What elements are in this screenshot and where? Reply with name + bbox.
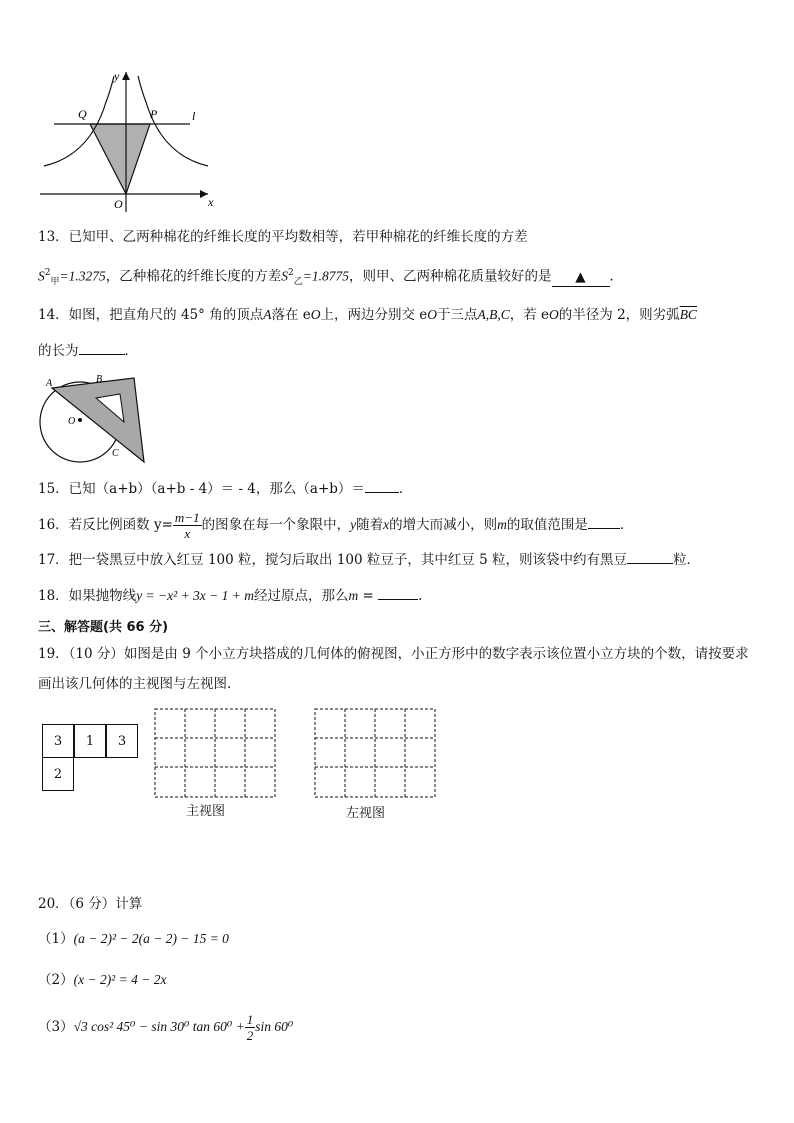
q19-line1: 19．（10 分）如图是由 9 个小立方块搭成的几何体的俯视图，小正方形中的数字表示该位置小立方块的个数，请按要求: [38, 646, 749, 662]
q13-line1: 13．已知甲、乙两种棉花的纤维长度的平均数相等，若甲种棉花的纤维长度的方差: [38, 229, 528, 245]
top-view-cell: 3: [106, 724, 138, 758]
q14-line2: 的长为 ．: [38, 343, 138, 359]
shaded-triangle: [90, 124, 150, 194]
left-view-grid[interactable]: [314, 708, 436, 798]
left-view-label: 左视图: [346, 806, 386, 821]
variance-symbol-2: S: [281, 268, 288, 284]
answer-blank-15[interactable]: [365, 492, 399, 493]
line-l-label: l: [192, 109, 196, 123]
point-q-label: Q: [78, 107, 87, 121]
parabola-formula: y = −x² + 3x − 1 + m: [136, 588, 255, 603]
axis-x-label: x: [208, 195, 214, 209]
section-title: 三、解答题(共 66 分): [38, 620, 169, 635]
point-p-label: P: [150, 107, 158, 121]
front-view-grid[interactable]: [154, 708, 276, 798]
q15-line: 15．已知（a+b）（a+b - 4）＝ - 4，那么（a+b）＝ ．: [38, 481, 413, 497]
front-view-label: 主视图: [186, 804, 226, 819]
fraction-m-1-over-x: $\frac{m-1}{x}$: [174, 510, 200, 541]
q13-line2: $S^2_甲=1.3275$，乙种棉花的纤维长度的方差$S^2_乙=1.8775$，则甲、乙两种棉花质量较好的是 ▲ ．: [38, 268, 623, 288]
hyperbola-graph: [30, 62, 230, 222]
fig14-b-label: B: [96, 374, 103, 385]
fig14-o-label: O: [68, 416, 76, 427]
fig14-a-label: A: [46, 378, 53, 389]
q14-line1: 14．如图，把直角尺的 45° 角的顶点A落在 eO上，两边分别交 eO于三点A,B,C，若 eO的半径为 2，则劣弧$\overline{BC}$: [38, 307, 697, 323]
top-view-cell: 2: [42, 757, 74, 791]
variance-symbol-1: S: [38, 268, 45, 284]
answer-blank-13[interactable]: ▲: [552, 268, 610, 287]
axis-y-label: y: [114, 69, 120, 83]
arc-bc: $\overline{BC}$: [679, 307, 697, 322]
q18-line: 18．如果抛物线y = −x² + 3x − 1 + m经过原点，那么m = .: [38, 588, 423, 604]
fig14-c-label: C: [112, 448, 119, 459]
q19-line2: 画出该几何体的主视图与左视图．: [38, 676, 241, 692]
answer-blank-14[interactable]: [79, 354, 125, 355]
q16-line: 16．若反比例函数 y= $\frac{m-1}{x}$ 的图象在每一个象限中，y随着x的增大而减小，则m的取值范围是 ．: [38, 510, 634, 541]
answer-blank-17[interactable]: [627, 563, 673, 564]
answer-blank-16[interactable]: [588, 528, 620, 529]
top-view-cell: 1: [74, 724, 106, 758]
q20-part3: （3）√3 cos² 45⁰ − sin 30⁰ tan 60⁰ + $\frac{1}{2}$ sin 60⁰: [38, 1012, 294, 1043]
q20-part1: （1）(a − 2)² − 2(a − 2) − 15 = 0: [38, 931, 229, 947]
q20-part2: （2）(x − 2)² = 4 − 2x: [38, 972, 167, 988]
answer-blank-18[interactable]: [378, 599, 418, 600]
fraction-one-half: $\frac{1}{2}$: [246, 1012, 254, 1043]
q20-title: 20．（6 分）计算: [38, 896, 143, 912]
origin-label: O: [114, 197, 123, 211]
top-view-cell: 3: [42, 724, 74, 758]
circle-triangle-figure: [36, 372, 148, 464]
q17-line: 17．把一袋黑豆中放入红豆 100 粒，搅匀后取出 100 粒豆子，其中红豆 5 粒，则该袋中约有黑豆 粒．: [38, 552, 701, 568]
